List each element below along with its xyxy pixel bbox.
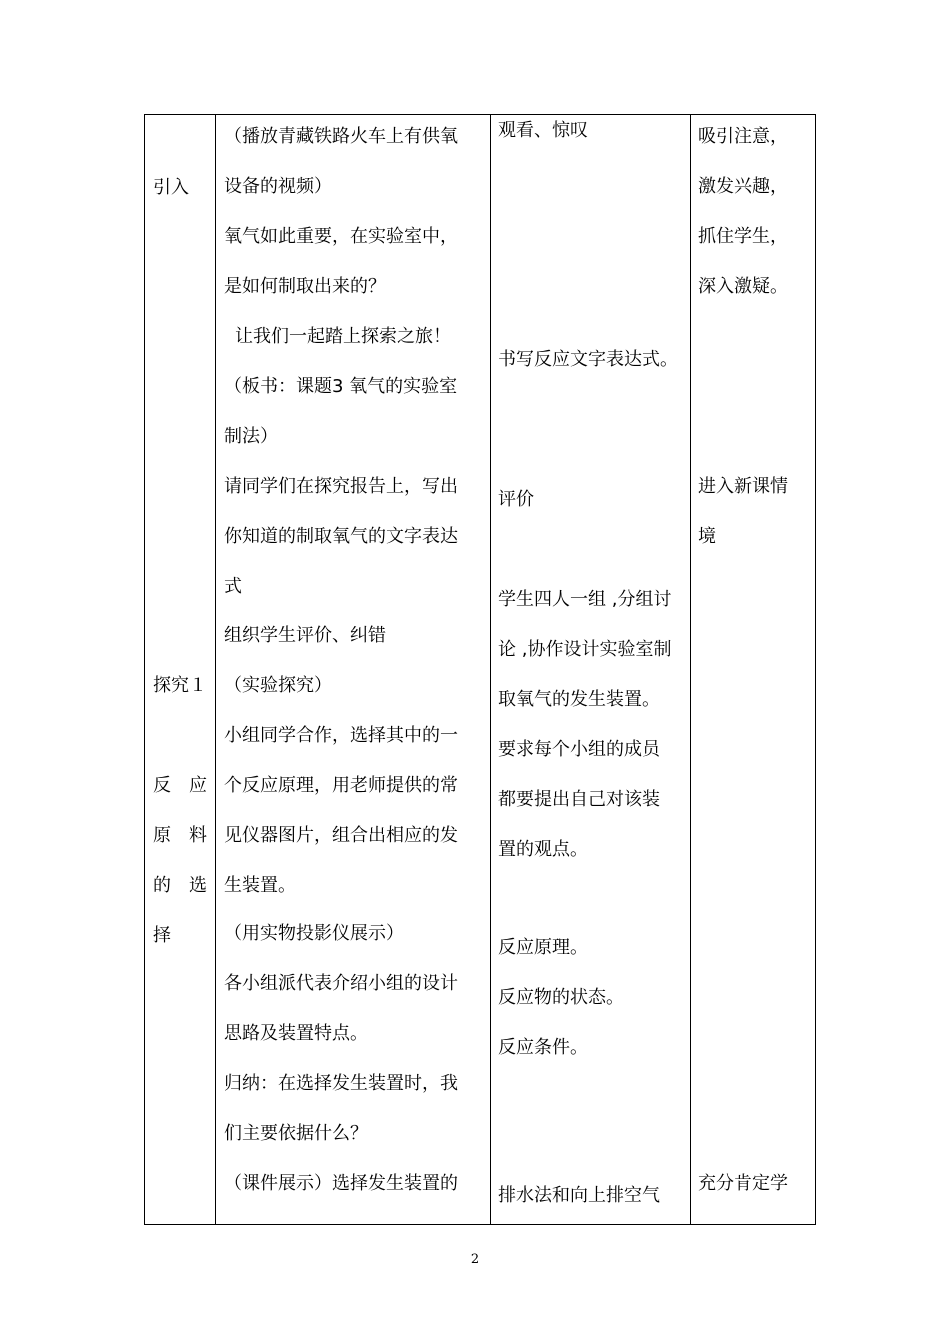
intent-line: 抓住学生， [698, 226, 788, 247]
page-number: 2 [470, 1252, 480, 1267]
topic-line: 原 料 [153, 825, 207, 846]
stage-explore: 探究１ [153, 675, 207, 696]
stage-intro: 引入 [153, 177, 189, 198]
student-line: 反应物的状态。 [498, 987, 624, 1008]
student-line: 学生四人一组 ,分组讨 [498, 589, 672, 610]
teacher-line: 设备的视频） [224, 176, 332, 197]
intent-line: 激发兴趣， [698, 176, 788, 197]
intent-line: 进入新课情 [698, 476, 788, 497]
teacher-line: 归纳：在选择发生装置时，我 [224, 1073, 458, 1094]
student-line: 观看、惊叹 [498, 120, 588, 141]
student-column [490, 115, 690, 1224]
teacher-line: 是如何制取出来的？ [224, 276, 386, 297]
teacher-line: （板书：课题3 氧气的实验室 [224, 376, 458, 397]
student-line: 反应条件。 [498, 1037, 588, 1058]
teacher-line: 请同学们在探究报告上，写出 [224, 476, 458, 497]
teacher-column [215, 115, 490, 1224]
teacher-line: （用实物投影仪展示） [224, 923, 404, 944]
student-line: 都要提出自己对该装 [498, 789, 660, 810]
student-line: 要求每个小组的成员 [498, 739, 660, 760]
teacher-line: 小组同学合作，选择其中的一 [224, 725, 458, 746]
intent-line: 深入激疑。 [698, 276, 788, 297]
teacher-line: 生装置。 [224, 875, 296, 896]
topic-line: 的 选 [153, 875, 207, 896]
intent-line: 境 [698, 526, 716, 547]
teacher-line: 制法） [224, 426, 278, 447]
student-line: 书写反应文字表达式。 [498, 349, 678, 370]
teacher-line: （实验探究） [224, 675, 332, 696]
teacher-line: （课件展示）选择发生装置的 [224, 1173, 458, 1194]
teacher-line: 式 [224, 576, 242, 597]
teacher-line: 组织学生评价、纠错 [224, 625, 386, 646]
teacher-line: 见仪器图片，组合出相应的发 [224, 825, 458, 846]
teacher-line: 们主要依据什么？ [224, 1123, 368, 1144]
student-line: 反应原理。 [498, 937, 588, 958]
student-line: 评价 [498, 489, 534, 510]
topic-line: 择 [153, 925, 171, 946]
student-line: 置的观点。 [498, 839, 588, 860]
teacher-line: 各小组派代表介绍小组的设计 [224, 973, 458, 994]
intent-line: 吸引注意， [698, 126, 788, 147]
topic-line: 反 应 [153, 775, 207, 796]
teacher-line: 氧气如此重要，在实验室中， [224, 226, 458, 247]
teacher-line: （播放青藏铁路火车上有供氧 [224, 126, 458, 147]
student-line: 论 ,协作设计实验室制 [498, 639, 672, 660]
teacher-line: 你知道的制取氧气的文字表达 [224, 526, 458, 547]
teacher-line: 让我们一起踏上探索之旅！ [235, 326, 451, 347]
intent-line: 充分肯定学 [698, 1173, 788, 1194]
intent-column [690, 115, 817, 1224]
stage-column [145, 115, 215, 1224]
teacher-line: 个反应原理，用老师提供的常 [224, 775, 458, 796]
student-line: 排水法和向上排空气 [498, 1185, 660, 1206]
teacher-line: 思路及装置特点。 [224, 1023, 368, 1044]
lesson-table [144, 114, 816, 1225]
student-line: 取氧气的发生装置。 [498, 689, 660, 710]
